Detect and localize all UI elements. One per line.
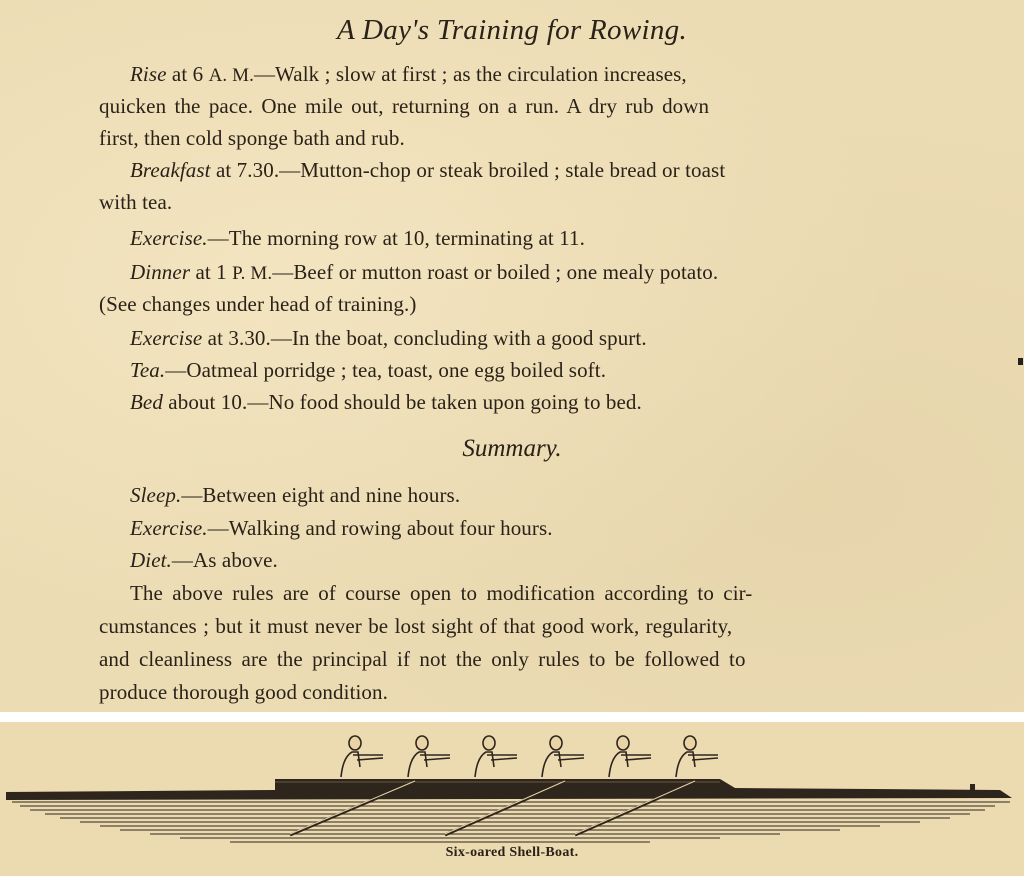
schedule-breakfast	[130, 158, 725, 183]
schedule-rise	[130, 62, 687, 87]
illustration-panel	[0, 722, 1024, 876]
text: —Walking and rowing about four hours.	[207, 516, 553, 540]
summary-diet	[130, 548, 278, 573]
closing-line: cumstances ; but it must never be lost sight of that good work, regularity,	[99, 614, 733, 638]
text: at 1	[190, 260, 233, 284]
summary-sleep	[130, 483, 460, 508]
schedule-line: with tea.	[99, 190, 173, 214]
term-dinner: Dinner	[130, 260, 191, 284]
term-tea: Tea.	[130, 358, 166, 382]
text: at 7.30.—Mutton-chop or steak broiled ; stale bread or toast	[210, 158, 726, 182]
rower	[609, 736, 651, 777]
time-pm: P. M.	[232, 263, 273, 284]
schedule-exercise-morning	[130, 226, 585, 251]
ink-speck	[1018, 358, 1023, 365]
boat-hull-icon	[6, 779, 1012, 800]
term-breakfast: Breakfast	[130, 158, 211, 182]
text: —As above.	[171, 548, 278, 572]
illustration-caption: Six-oared Shell-Boat.	[445, 845, 579, 860]
closing-line: produce thorough good condition.	[99, 680, 388, 704]
text: —Between eight and nine hours.	[181, 483, 461, 507]
term-rise: Rise	[130, 62, 167, 86]
schedule-line: (See changes under head of training.)	[99, 292, 417, 316]
closing-line: and cleanliness are the principal if not the only rules to be followed to	[99, 647, 746, 671]
schedule-line: first, then cold sponge bath and rub.	[99, 126, 405, 150]
term-exercise: Exercise.	[130, 226, 208, 250]
water-icon	[12, 802, 1010, 842]
term-exercise: Exercise	[130, 326, 203, 350]
term-exercise: Exercise.	[130, 516, 208, 540]
text: —The morning row at 10, terminating at 11.	[207, 226, 585, 250]
rower	[341, 736, 383, 777]
rower	[542, 736, 584, 777]
rowers-icon	[341, 736, 718, 777]
schedule-line: quicken the pace. One mile out, returning on a run. A dry rub down	[99, 94, 710, 118]
text: at 6	[166, 62, 209, 86]
schedule-tea	[130, 358, 606, 383]
term-bed: Bed	[130, 390, 163, 414]
text: at 3.30.—In the boat, concluding with a good spurt.	[202, 326, 647, 350]
schedule-bed	[130, 390, 642, 415]
divider	[0, 712, 1024, 722]
rower	[475, 736, 517, 777]
term-diet: Diet.	[130, 548, 172, 572]
time-am: A. M.	[208, 65, 254, 86]
term-sleep: Sleep.	[130, 483, 182, 507]
page-title: A Day's Training for Rowing.	[336, 14, 688, 46]
schedule-exercise-afternoon	[130, 326, 647, 351]
text: —Oatmeal porridge ; tea, toast, one egg boiled soft.	[165, 358, 607, 382]
text: —Beef or mutton roast or boiled ; one mealy potato.	[272, 260, 719, 284]
text: —Walk ; slow at first ; as the circulation increases,	[253, 62, 687, 86]
rower	[676, 736, 718, 777]
schedule-dinner	[130, 260, 718, 285]
summary-exercise	[130, 516, 553, 541]
summary-heading: Summary.	[462, 435, 562, 462]
closing-line: The above rules are of course open to modification according to cir-	[130, 581, 753, 605]
rower	[408, 736, 450, 777]
text: about 10.—No food should be taken upon going to bed.	[162, 390, 642, 414]
